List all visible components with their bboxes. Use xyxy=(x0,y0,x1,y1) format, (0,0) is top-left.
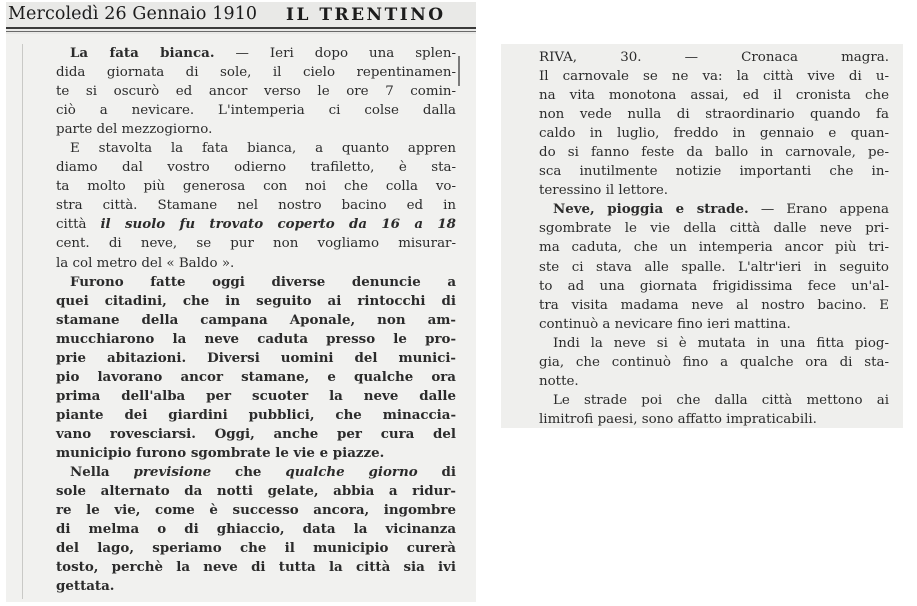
text-line xyxy=(539,315,889,334)
masthead xyxy=(6,2,476,34)
text-line xyxy=(56,234,456,253)
text-line xyxy=(56,368,456,387)
text-run: prie abitazioni. Diversi uomini del munici- xyxy=(56,349,456,366)
text-run: vano rovesciarsi. Oggi, anche per cura del xyxy=(56,425,456,442)
text-run: na vita monotona assai, ed il cronista che xyxy=(539,88,889,104)
text-line xyxy=(56,577,456,596)
text-line xyxy=(56,139,456,158)
text-line xyxy=(539,86,889,105)
text-line xyxy=(56,44,456,63)
text-run: Furono fatte oggi diverse denuncie a xyxy=(70,273,456,290)
text-line xyxy=(56,292,456,311)
text-run: te si oscurò ed ancor verso le ore 7 comin- xyxy=(56,84,456,100)
text-line xyxy=(56,482,456,501)
text-run: to ad una giornata frigidissima fece un'al- xyxy=(539,278,889,294)
column-rule xyxy=(22,44,23,599)
text-line xyxy=(539,48,889,67)
paragraph xyxy=(56,44,456,139)
text-line xyxy=(539,334,889,353)
text-run: il suolo fu trovato coperto da 16 a 18 xyxy=(100,216,456,233)
text-run: pio lavorano ancor stamane, e qualche ora xyxy=(56,368,456,385)
text-run: ma caduta, che un intemperia ancor più tri- xyxy=(539,240,889,256)
text-run: piante dei giardini pubblici, che minaccia- xyxy=(56,406,456,423)
text-run: gia, che continuò fino a qualche ora di sta- xyxy=(539,354,889,370)
text-run: ciò a nevicare. L'intemperia ci colse dalla xyxy=(56,103,456,119)
article-la-fata-bianca xyxy=(56,44,456,596)
text-line xyxy=(539,200,889,219)
text-run: di melma o di ghiaccio, data la vicinanza xyxy=(56,521,456,538)
text-run: RIVA, 30. — Cronaca magra. xyxy=(539,50,889,65)
newspaper-clipping-right xyxy=(501,44,903,428)
text-run: quei citadini, che in seguito ai rintocchi di xyxy=(56,292,456,309)
text-line xyxy=(56,101,456,120)
text-line xyxy=(539,353,889,372)
text-run: re le vie, come è successo ancora, ingombre xyxy=(56,502,456,519)
paragraph xyxy=(56,463,456,596)
text-line xyxy=(56,273,456,292)
text-line xyxy=(539,143,889,162)
text-line xyxy=(539,410,889,428)
text-run: Nella xyxy=(70,464,134,481)
text-line xyxy=(56,425,456,444)
text-run: che xyxy=(211,464,286,481)
text-run: Le strade poi che dalla città mettono ai xyxy=(553,392,889,408)
text-line xyxy=(539,277,889,296)
text-line xyxy=(539,67,889,86)
text-run: Il carnovale se ne va: la città vive di u- xyxy=(539,69,889,85)
masthead-rule xyxy=(6,27,476,29)
text-line xyxy=(539,258,889,277)
text-run: dida giornata di sole, il cielo repentinamen- xyxy=(56,65,456,81)
text-line xyxy=(56,520,456,539)
masthead-title: IL TRENTINO xyxy=(286,5,446,25)
text-run: La fata bianca. xyxy=(70,45,215,61)
text-line xyxy=(56,558,456,577)
text-line xyxy=(539,105,889,124)
text-run: città xyxy=(56,217,101,233)
text-run: previsione xyxy=(133,464,212,481)
text-line xyxy=(56,82,456,101)
text-line xyxy=(56,254,456,273)
text-run: caldo in luglio, freddo in gennaio e quan- xyxy=(539,126,889,142)
text-run: tra visita madama neve al nostro bacino. E xyxy=(539,297,889,313)
text-run: parte del mezzogiorno. xyxy=(56,122,213,138)
text-line xyxy=(56,63,456,82)
text-run: sca inutilmente notizie importanti che in- xyxy=(539,164,889,180)
text-line xyxy=(56,196,456,215)
text-run: E stavolta la fata bianca, a quanto appren xyxy=(70,141,456,157)
text-run: ste ci stava alle spalle. L'altr'ieri in seguito xyxy=(539,259,889,275)
text-line xyxy=(56,463,456,482)
text-run: mucchiarono la neve caduta presso le pro- xyxy=(56,330,456,347)
text-line xyxy=(56,349,456,368)
text-run: del lago, speriamo che il municipio curerà xyxy=(56,540,456,557)
text-line xyxy=(539,162,889,181)
text-run: tosto, perchè la neve di tutta la città sia ivi xyxy=(56,559,456,576)
text-run: di xyxy=(417,464,456,481)
text-line xyxy=(539,372,889,391)
text-line xyxy=(56,501,456,520)
text-run: prima dell'alba per scuoter la neve dalle xyxy=(56,387,456,404)
paragraph xyxy=(539,334,889,391)
text-line xyxy=(539,391,889,410)
paragraph xyxy=(56,273,456,463)
text-run: sole alternato da notti gelate, abbia a ridur- xyxy=(56,483,456,500)
text-run: do si fanno feste da ballo in carnovale, pe- xyxy=(539,145,889,161)
text-line xyxy=(539,124,889,143)
text-line xyxy=(56,158,456,177)
text-run: limitrofi paesi, sono affatto impraticabili. xyxy=(539,411,817,427)
paragraph xyxy=(539,200,889,333)
text-run: diamo dal vostro odierno trafiletto, è sta- xyxy=(56,160,456,176)
newspaper-clipping-left xyxy=(6,2,476,602)
text-run: ta molto più generosa con noi che colla vo- xyxy=(56,179,456,195)
text-line xyxy=(56,177,456,196)
text-run: sgombrate le vie della città dalle neve pri- xyxy=(539,221,889,237)
text-run: stra città. Stamane nel nostro bacino ed in xyxy=(56,198,456,214)
text-line xyxy=(56,215,456,234)
text-run: la col metro del « Baldo ». xyxy=(56,255,235,271)
text-line xyxy=(539,181,889,200)
text-run: continuò a nevicare fino ieri mattina. xyxy=(539,316,791,332)
text-run: gettata. xyxy=(56,578,115,595)
text-run: notte. xyxy=(539,373,579,389)
text-run: Neve, pioggia e strade. xyxy=(553,201,749,218)
masthead-rule-thin xyxy=(6,31,476,32)
text-run: non vede nulla di straordinario quando fa xyxy=(539,107,889,123)
text-line xyxy=(539,219,889,238)
text-line xyxy=(56,387,456,406)
text-line xyxy=(56,444,456,463)
paragraph xyxy=(56,139,456,272)
column-rule-mark xyxy=(458,56,460,86)
text-line xyxy=(539,296,889,315)
paragraph xyxy=(539,391,889,428)
text-run: stamane della campana Aponale, non am- xyxy=(56,311,456,328)
paragraph xyxy=(539,48,889,200)
text-run: qualche giorno xyxy=(285,464,418,481)
text-run: teressino il lettore. xyxy=(539,183,669,199)
text-run: — Ieri dopo una splen- xyxy=(214,46,456,61)
article-riva-cronaca-magra xyxy=(539,48,889,428)
text-line xyxy=(56,539,456,558)
text-line xyxy=(56,120,456,139)
masthead-date: Mercoledì 26 Gennaio 1910 xyxy=(8,4,258,24)
text-run: Indi la neve si è mutata in una fitta piog- xyxy=(553,335,889,351)
text-run: municipio furono sgombrate le vie e piazze. xyxy=(56,444,385,461)
text-run: — Erano appena xyxy=(748,202,889,218)
text-line xyxy=(56,406,456,425)
text-run: cent. di neve, se pur non vogliamo misurar- xyxy=(56,236,456,252)
text-line xyxy=(56,330,456,349)
text-line xyxy=(56,311,456,330)
text-line xyxy=(539,238,889,257)
